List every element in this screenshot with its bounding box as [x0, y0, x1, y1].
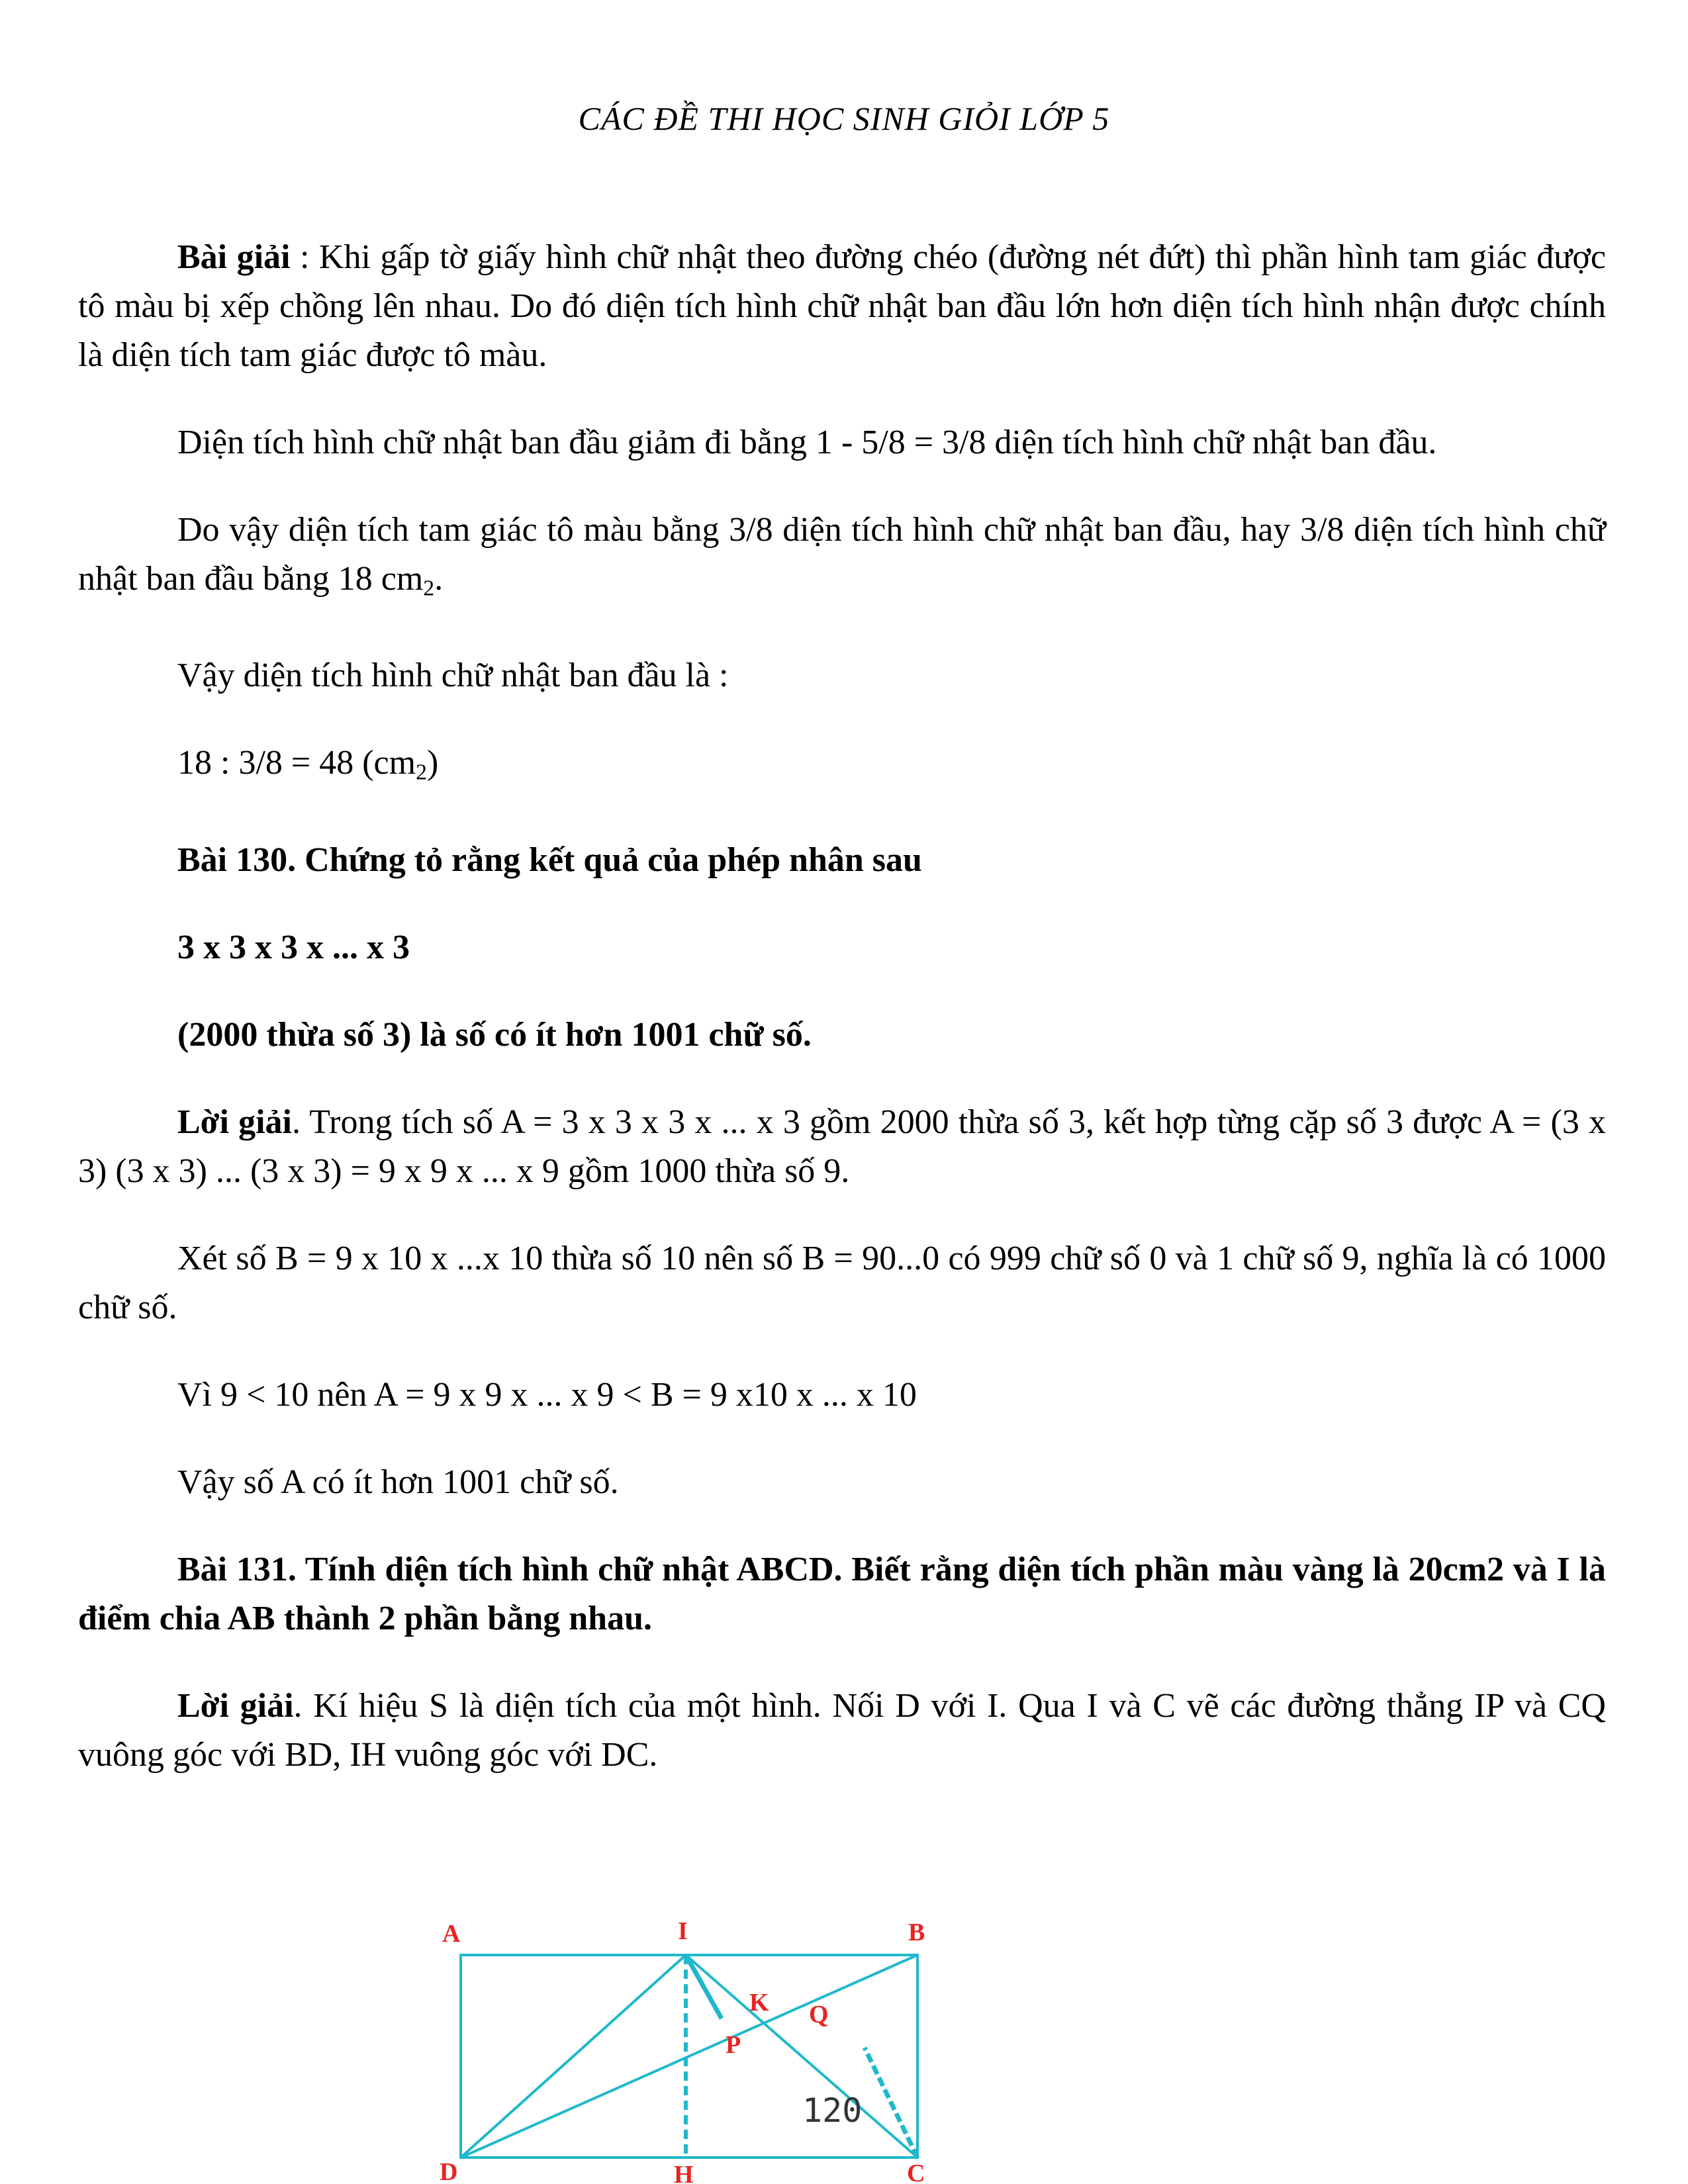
segment-cq	[865, 2048, 917, 2158]
solution-label: Lời giải	[177, 1103, 292, 1141]
label-q: Q	[809, 2001, 829, 2028]
paragraph-solution-131: Lời giải. Kí hiệu S là diện tích của một hình. Nối D với I. Qua I và C vẽ các đường thẳng IP và CQ vuông góc với BD, IH vuông góc với DC.	[78, 1686, 1606, 1774]
paragraph-conclusion-intro: Vậy diện tích hình chữ nhật ban đầu là :	[177, 657, 729, 695]
label-d: D	[440, 2158, 458, 2184]
page-header: CÁC ĐỀ THI HỌC SINH GIỎI LỚP 5	[578, 100, 1110, 137]
line-di	[461, 1955, 686, 2158]
document-body	[78, 233, 1606, 1818]
problem-130-title: Bài 130. Chứng tỏ rằng kết quả của phép nhân sau	[177, 841, 922, 879]
geometry-figure	[430, 1913, 960, 2184]
solution-label: Bài giải	[177, 238, 291, 276]
paragraph-solution-130: Lời giải. Trong tích số A = 3 x 3 x 3 x ... x 3 gồm 2000 thừa số 3, kết hợp từng cặp số 3 được A = (3 x 3) (3 x 3) ... (3 x 3) = 9 x 9 x ... x 9 gồm 1000 thừa số 9.	[78, 1103, 1606, 1190]
solution-label: Lời giải	[177, 1686, 294, 1725]
label-a: A	[442, 1920, 461, 1948]
line-ic	[686, 1955, 917, 2158]
segment-ip	[686, 1955, 722, 2019]
paragraph-calculation: 18 : 3/8 = 48 $(cm_2)$	[177, 744, 439, 785]
paragraph-number-b: Xét số B = 9 x 10 x ...x 10 thừa số 10 nên số B = 90...0 có 999 chữ số 0 và 1 chữ số 9, nghĩa là có 1000 chữ số.	[78, 1239, 1606, 1326]
page-number: 120	[802, 2091, 863, 2130]
label-p: P	[726, 2031, 741, 2059]
problem-130-expression: 3 x 3 x 3 x ... x 3	[177, 928, 410, 966]
paragraph-area-reduction: Diện tích hình chữ nhật ban đầu giảm đi bằng 1 - 5/8 = 3/8 diện tích hình chữ nhật ban đầu.	[177, 424, 1437, 461]
paragraph-conclusion-130: Vậy số A có ít hơn 1001 chữ số.	[177, 1463, 619, 1501]
label-c: C	[907, 2160, 925, 2184]
label-k: K	[749, 1989, 769, 2017]
label-b: B	[908, 1919, 925, 1946]
problem-131-statement: Bài 131. Tính diện tích hình chữ nhật ABCD. Biết rằng diện tích phần màu vàng là 20cm2 và I là điểm chia AB thành 2 phần bằng nhau.	[78, 1550, 1606, 1637]
paragraph-shaded-triangle: Do vậy diện tích tam giác tô màu bằng 3/8 diện tích hình chữ nhật ban đầu, hay 3/8 diện tích hình chữ nhật ban đầu bằng 18 $cm_2$.	[78, 511, 1606, 601]
paragraph-solution: Bài giải : Khi gấp tờ giấy hình chữ nhật theo đường chéo (đường nét đứt) thì phần hình tam giác được tô màu bị xếp chồng lên nhau. Do đó diện tích hình chữ nhật ban đầu lớn hơn diện tích hình nhận được chính là diện tích tam giác được tô màu.	[78, 238, 1606, 374]
paragraph-comparison: Vì 9 < 10 nên A = 9 x 9 x ... x 9 < B = 9 x10 x ... x 10	[177, 1375, 917, 1414]
problem-130-statement: (2000 thừa số 3) là số có ít hơn 1001 chữ số.	[177, 1015, 812, 1054]
label-h: H	[674, 2161, 694, 2184]
label-i: I	[678, 1917, 688, 1945]
